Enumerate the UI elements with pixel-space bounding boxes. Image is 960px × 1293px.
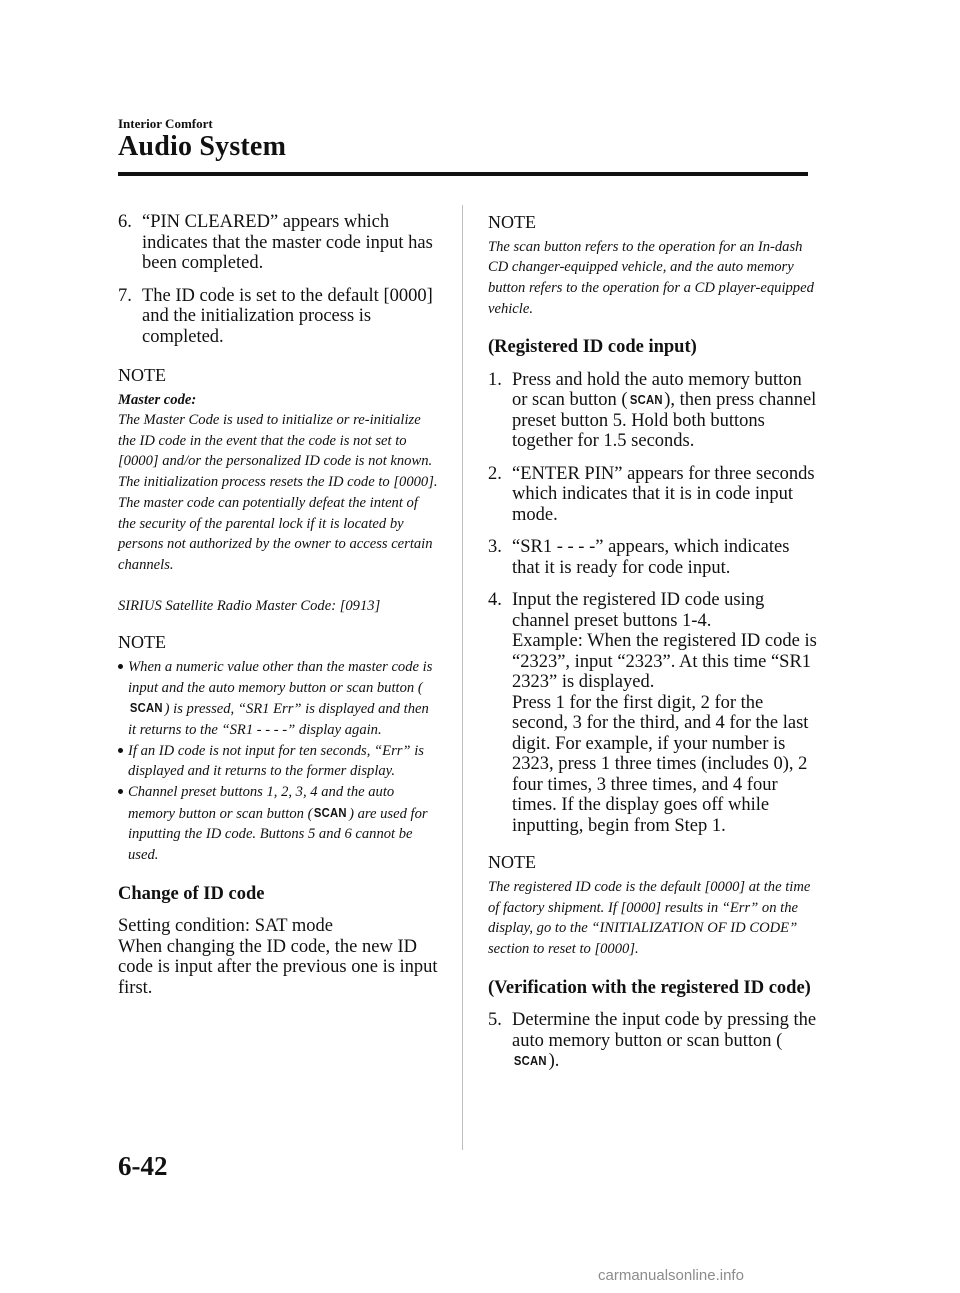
bullet-text: When a numeric value other than the master code is input and the auto memory button or scan button (: [128, 658, 433, 696]
list-item: [118, 657, 438, 741]
change-id-heading: Change of ID code: [118, 883, 265, 904]
step-7: [118, 286, 438, 348]
note-heading: NOTE: [488, 852, 536, 873]
step-2: [488, 464, 818, 526]
right-column: [488, 212, 818, 1072]
step-text: [511, 370, 818, 452]
bullet-text: If an ID code is not input for ten seconds, “Err” is displayed and it returns to the former display.: [128, 742, 424, 780]
step-number: 5.: [488, 1010, 502, 1031]
step-number: 3.: [488, 537, 502, 558]
note-bullet-list: [118, 657, 438, 866]
note-subtitle: Master code:: [118, 391, 197, 408]
step-5: [488, 1010, 818, 1072]
step-1: [488, 370, 818, 452]
step-text: “SR1 - - - -” appears, which indicates that it is ready for code input.: [512, 537, 790, 578]
step-text-part: ).: [548, 1051, 560, 1072]
bullet-text: ) are used for inputting the ID code. Buttons 5 and 6 cannot be used.: [128, 805, 428, 864]
step-text-part: ), then press channel preset button 5. Hold both buttons together for 1.5 seconds.: [512, 390, 817, 452]
step-4: [488, 590, 818, 836]
step-3: [488, 537, 818, 578]
step-text: “PIN CLEARED” appears which indicates that the master code input has been completed.: [142, 212, 433, 273]
section-label: Interior Comfort: [118, 116, 213, 131]
bullet-text: ) is pressed, “SR1 Err” is displayed and then it returns to the “SR1 - - - -” display again.: [128, 701, 429, 738]
step-text-part: Determine the input code by pressing the auto memory button or scan button (: [512, 1010, 817, 1051]
step-number: 1.: [488, 369, 502, 390]
note-heading: NOTE: [488, 212, 536, 232]
step-instructions: Press 1 for the first digit, 2 for the second, 3 for the third, and 4 for the last digit. For example, if your number is 2323, press 1 three times (includes 0), 2 four times, 3 three times, and 4 four times. If the display goes off while inputting, begin from Step 1.: [512, 692, 809, 836]
note-body: The registered ID code is the default [0000] at the time of factory shipment. If [0000] results in “Err” on the display, go to the “INITIALIZATION OF ID CODE” section to reset to [0000].: [488, 878, 811, 957]
master-code-line: SIRIUS Satellite Radio Master Code: [0913]: [118, 597, 381, 614]
note-heading: NOTE: [118, 365, 166, 385]
step-text: “ENTER PIN” appears for three seconds which indicates that it is in code input mode.: [512, 463, 815, 525]
step-number: 4.: [488, 590, 502, 611]
scan-button-icon: SCAN: [513, 1054, 547, 1069]
step-text: Input the registered ID code using channel preset buttons 1-4.: [512, 590, 765, 631]
note-body: The Master Code is used to initialize or re-initialize the ID code in the event that the code is not set to [0000] and/or the personalized ID code is not known. The initialization process resets the ID code to [0000]. The master code can potentially defeat the intent of the security of the parental lock if it is located by persons not authorized by the owner to access certain channels.: [118, 412, 438, 573]
scan-button-icon: SCAN: [629, 393, 663, 408]
setting-condition: Setting condition: SAT mode: [118, 916, 333, 937]
page-number: 6-42: [118, 1151, 168, 1181]
watermark: carmanualsonline.info: [598, 1267, 744, 1284]
scan-button-icon: SCAN: [314, 805, 348, 820]
list-item: [118, 782, 438, 866]
step-number: 6.: [118, 212, 132, 232]
note-body: The scan button refers to the operation for an In-dash CD changer-equipped vehicle, and the auto memory button refers to the operation for a CD player-equipped vehicle.: [488, 238, 814, 317]
step-text-part: Press and hold the auto memory button or scan button (: [512, 369, 802, 411]
registered-id-heading: (Registered ID code input): [488, 337, 697, 358]
note-heading: NOTE: [118, 632, 166, 653]
step-number: 7.: [118, 285, 132, 306]
step-text: [511, 1010, 818, 1072]
bullet-text: Channel preset buttons 1, 2, 3, 4 and the auto memory button or scan button (: [128, 784, 395, 822]
title-rule: [118, 172, 808, 176]
step-6: [118, 212, 438, 274]
left-column: [118, 212, 438, 998]
page-title: Audio System: [118, 131, 287, 162]
step-number: 2.: [488, 463, 502, 484]
bullet-icon: [118, 664, 123, 669]
bullet-icon: [118, 748, 123, 753]
scan-button-icon: SCAN: [129, 701, 163, 716]
step-example: Example: When the registered ID code is “2323”, input “2323”. At this time “SR1 2323” is displayed.: [512, 631, 817, 693]
column-divider: [462, 205, 463, 1150]
step-text: The ID code is set to the default [0000] and the initialization process is completed.: [142, 285, 433, 347]
list-item: [118, 741, 438, 782]
change-description: When changing the ID code, the new ID code is input after the previous one is input first.: [118, 936, 438, 998]
bullet-icon: [118, 789, 123, 794]
verification-heading: (Verification with the registered ID code): [488, 977, 811, 998]
